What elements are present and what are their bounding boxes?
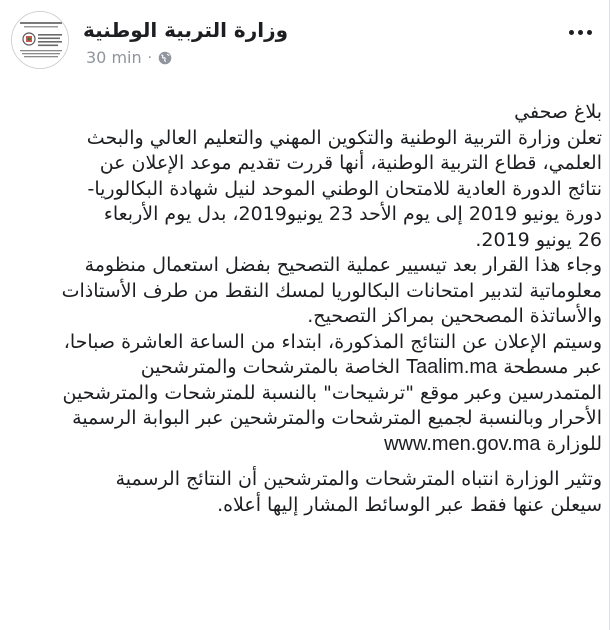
- press-release-title: بلاغ صحفي: [514, 101, 602, 123]
- text-line: وجاء هذا القرار بعد تيسيير عملية التصحيح بفضل استعمال منظومة: [84, 254, 602, 276]
- post-meta: [86, 48, 172, 67]
- page-avatar[interactable]: [11, 11, 69, 69]
- text-line: العلمي، قطاع التربية الوطنية، أنها قررت تقديم موعد الإعلان عن: [99, 152, 602, 174]
- page-name[interactable]: وزارة التربية الوطنية: [83, 18, 289, 42]
- text-fragment: للوزارة: [546, 432, 602, 455]
- text-line: وتثير الوزارة انتباه المترشحات والمترشحين أن النتائج الرسمية: [115, 468, 602, 490]
- more-dot: [569, 30, 574, 35]
- globe-icon[interactable]: [158, 51, 172, 65]
- text-line: دورة يونيو 2019 إلى يوم الأحد 23 يونيو2019، بدل يوم الأربعاء: [103, 203, 602, 225]
- text-line: نتائج الدورة العادية للامتحان الوطني الموحد لنيل شهادة البكالوريا-: [87, 177, 602, 200]
- text-line: وسيتم الإعلان عن النتائج المذكورة، ابتداء من الساعة العاشرة صباحا،: [63, 330, 602, 353]
- more-dot: [587, 30, 592, 35]
- text-line: [8, 432, 602, 458]
- more-options-icon[interactable]: [569, 30, 592, 35]
- more-dot: [578, 30, 583, 35]
- text-line: تعلن وزارة التربية الوطنية والتكوين المهني والتعليم العالي والبحث: [86, 126, 602, 149]
- post-time[interactable]: 30 min: [86, 48, 142, 67]
- ministry-logo-icon: [12, 12, 69, 69]
- text-line: والأساتذة المصححين بمراكز التصحيح.: [307, 305, 602, 327]
- paragraph-gap: [8, 457, 602, 467]
- ministry-website-link[interactable]: www.men.gov.ma: [384, 432, 541, 455]
- text-line: [8, 355, 602, 381]
- meta-separator: ·: [147, 49, 153, 66]
- text-fragment: الخاصة بالمترشحات والمترشحين: [140, 356, 400, 378]
- text-line: 26 يونيو 2019.: [475, 228, 602, 251]
- post-body: [8, 100, 602, 518]
- text-line: المتمدرسين وعبر موقع "ترشيحات" بالنسبة للمترشحات والمترشحين: [62, 381, 602, 404]
- post-header: [0, 0, 610, 92]
- text-line: معلوماتية لتدبير امتحانات البكالوريا لمسك النقط من طرف الأستاذات: [61, 279, 602, 302]
- text-fragment: عبر مسطحة: [503, 356, 602, 378]
- text-line: سيعلن عنها فقط عبر الوسائط المشار إليها أعلاه.: [217, 493, 602, 516]
- text-line: الأحرار وبالنسبة لجميع المترشحات والمترشحين عبر البوابة الرسمية: [72, 407, 602, 429]
- taalim-link[interactable]: Taalim.ma: [406, 356, 498, 378]
